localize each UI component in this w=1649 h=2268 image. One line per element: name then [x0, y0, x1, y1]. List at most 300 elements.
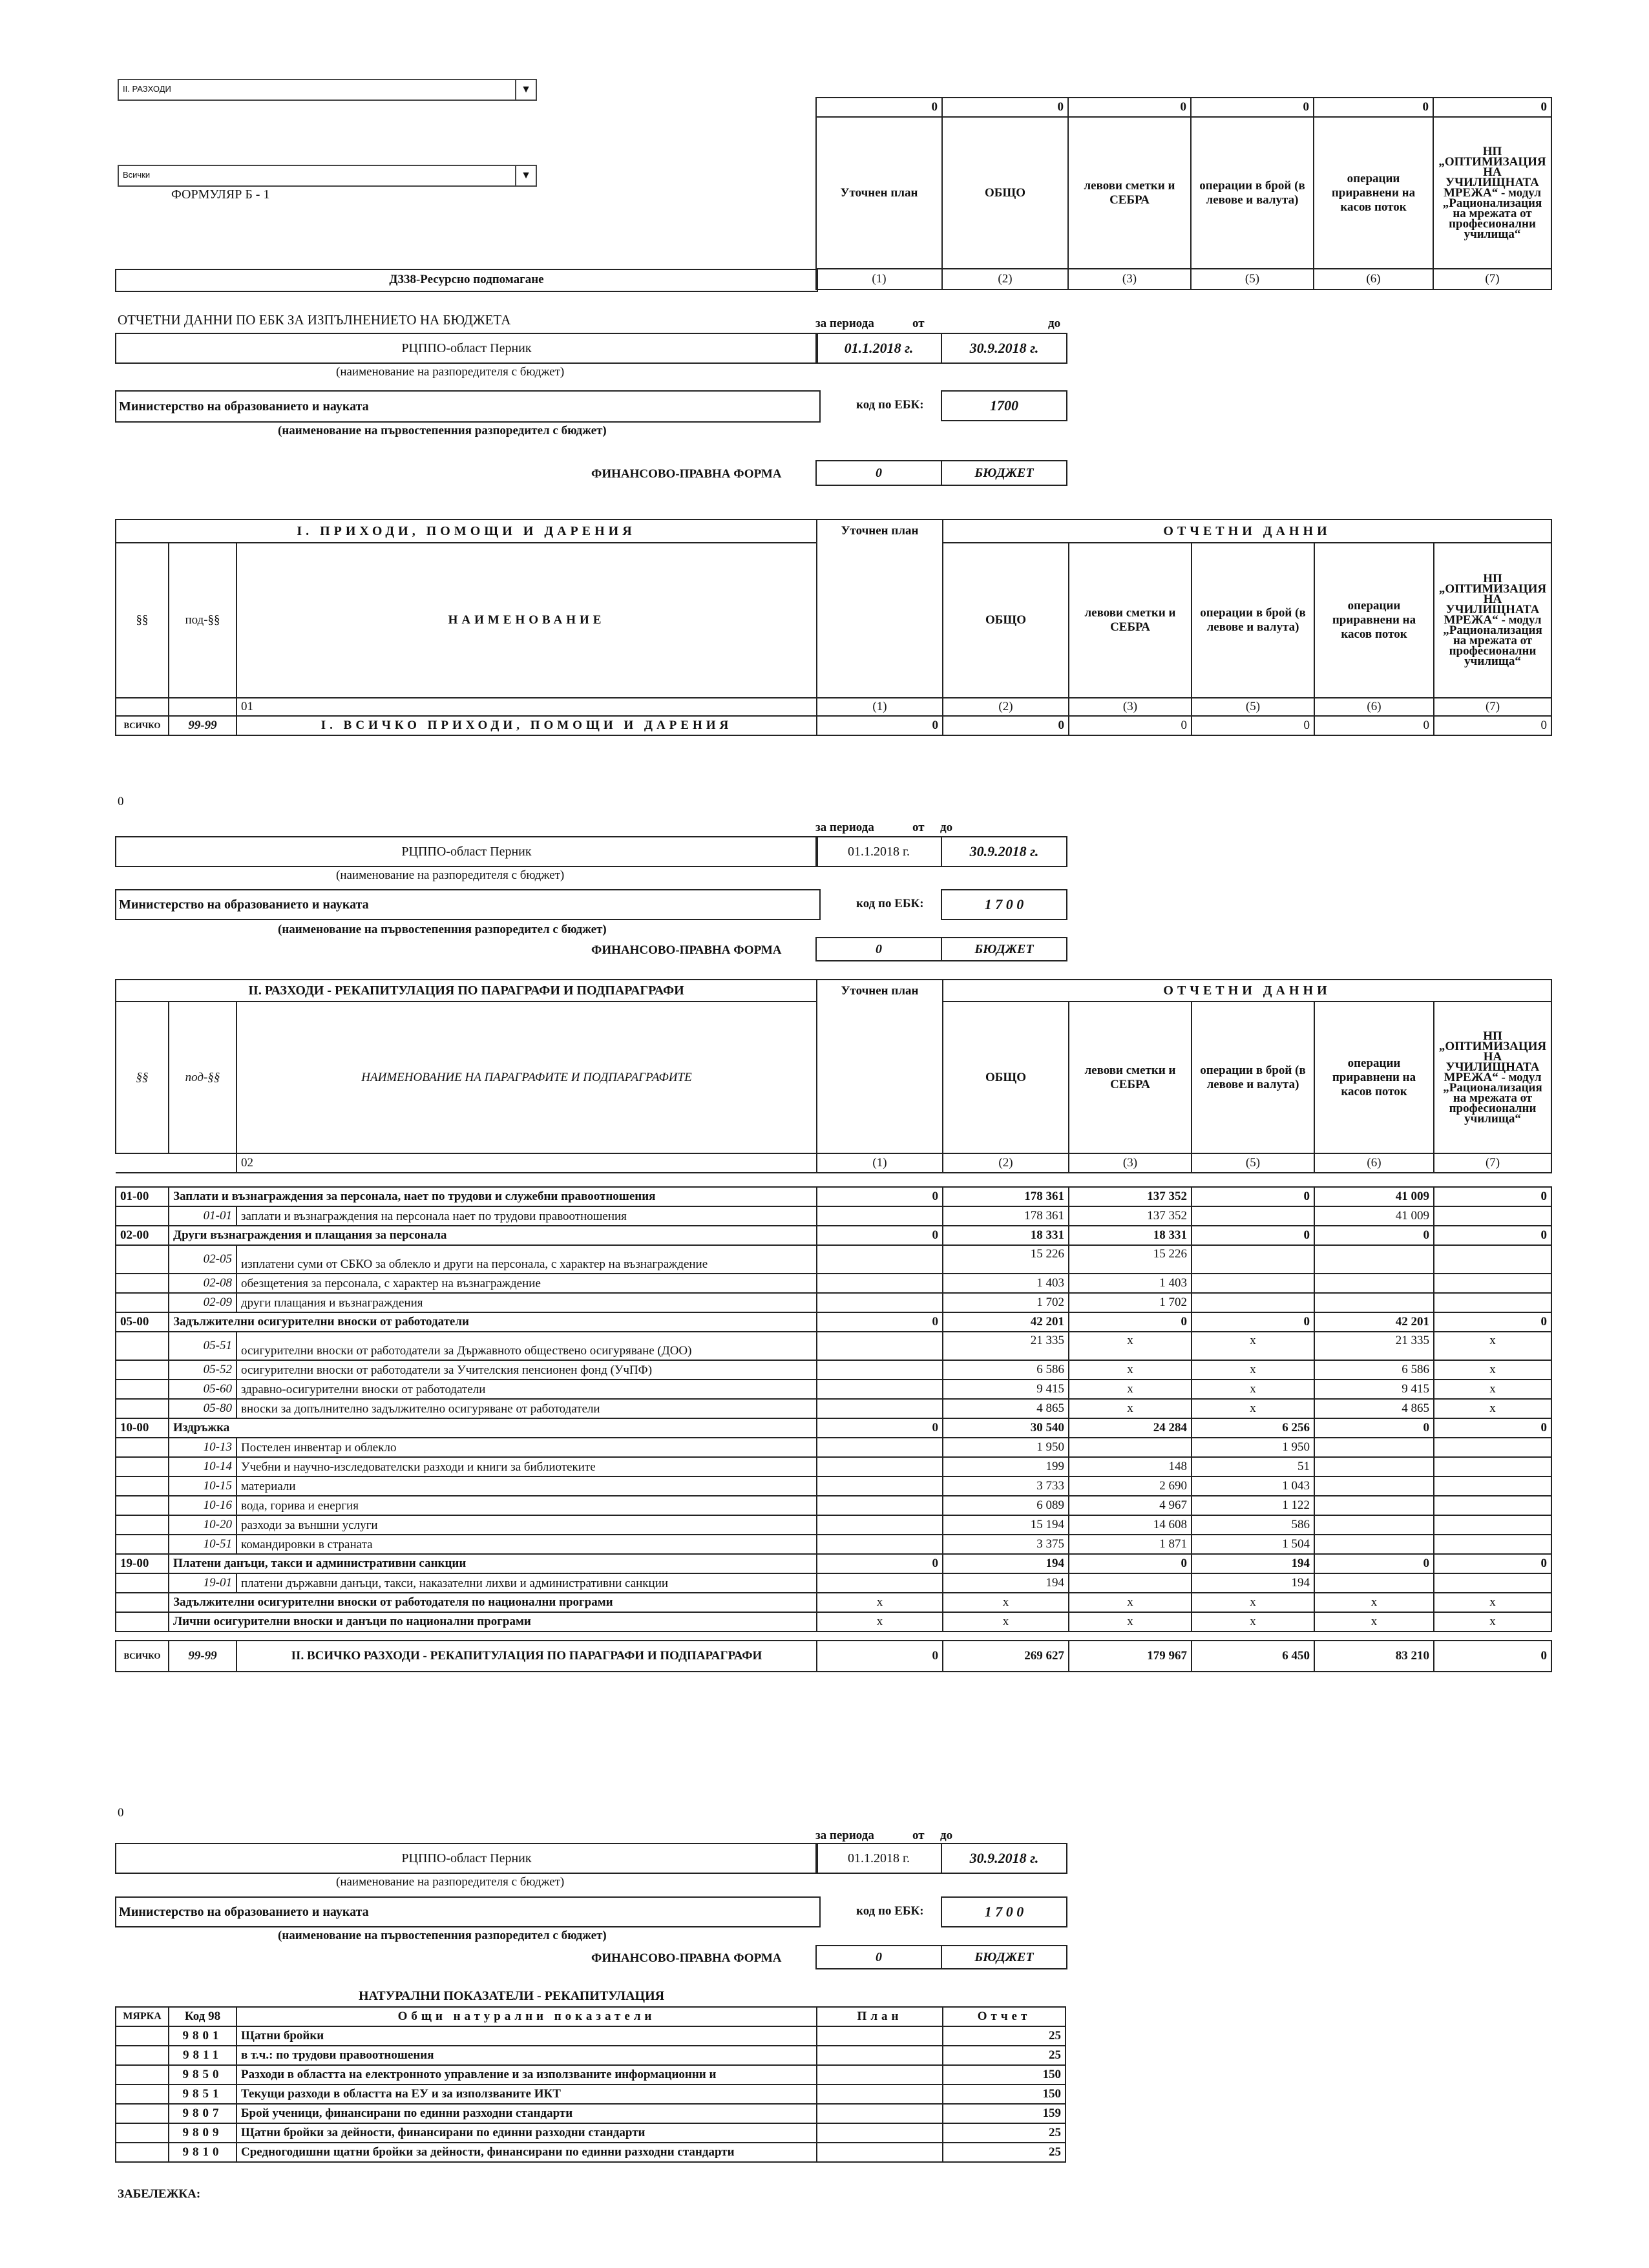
- expense-value: [817, 1476, 943, 1496]
- period-label: за периода: [815, 821, 874, 834]
- zero-marker: 0: [118, 795, 124, 808]
- spender-name: РЦППО-област Перник: [115, 333, 818, 364]
- natural-report: 25: [943, 2026, 1066, 2046]
- col-num: (7): [1434, 1153, 1551, 1173]
- income-col-equiv: операции приравнени на касов поток: [1314, 543, 1434, 698]
- expense-value: 1 871: [1069, 1535, 1192, 1554]
- col-equiv: операции приравнени на касов поток: [1314, 117, 1433, 269]
- natural-unit: [116, 2026, 169, 2046]
- natural-name: Разходи в областта на електронното управление и за използваните информационни и: [236, 2065, 817, 2084]
- expense-code-empty: [116, 1496, 169, 1515]
- income-report-data: ОТЧЕТНИ ДАННИ: [943, 520, 1551, 543]
- ministry-caption: (наименование на първостепенния разпоредител с бюджет): [278, 923, 607, 936]
- expense-value: 199: [943, 1457, 1069, 1476]
- expense-value: 1 950: [943, 1438, 1069, 1457]
- period-to: 30.9.2018 г.: [941, 1843, 1067, 1874]
- expense-value: x: [1434, 1399, 1551, 1418]
- natural-code: 9850: [169, 2065, 236, 2084]
- expense-name: разходи за външни услуги: [236, 1515, 817, 1535]
- expense-value: x: [1192, 1360, 1314, 1380]
- col-num: (3): [1068, 269, 1191, 289]
- expense-value: 2 690: [1069, 1476, 1192, 1496]
- expense-subcode: 10-15: [169, 1476, 236, 1496]
- expense-value: [1434, 1535, 1551, 1554]
- spender-caption: (наименование на разпоредителя с бюджет): [336, 365, 565, 379]
- expense-value: [1192, 1206, 1314, 1226]
- expense-value: 0: [1192, 1226, 1314, 1245]
- expense-row: [116, 1245, 1551, 1274]
- natural-row: [116, 2084, 1066, 2104]
- expense-value: 178 361: [943, 1187, 1069, 1206]
- expense-value: [817, 1380, 943, 1399]
- expense-value: x: [1069, 1332, 1192, 1360]
- expenses-col-par: §§: [116, 1002, 169, 1153]
- expense-value: 4 865: [943, 1399, 1069, 1418]
- expense-code-empty: [116, 1612, 169, 1632]
- expense-value: 4 865: [1314, 1399, 1434, 1418]
- period-from-label: от: [912, 821, 925, 834]
- expense-value: 18 331: [1069, 1226, 1192, 1245]
- expense-row: [116, 1496, 1551, 1515]
- period-to: 30.9.2018 г.: [941, 333, 1067, 364]
- expenses-total-name: II. ВСИЧКО РАЗХОДИ - РЕКАПИТУЛАЦИЯ ПО ПАРАГРАФИ И ПОДПАРАГРАФИ: [236, 1641, 817, 1672]
- expense-value: [1434, 1245, 1551, 1274]
- form-type-value: 0: [815, 460, 942, 486]
- expense-row: [116, 1535, 1551, 1554]
- natural-code: 9807: [169, 2104, 236, 2123]
- period-from-label: от: [912, 317, 925, 330]
- expense-code: 19-00: [116, 1554, 169, 1573]
- expense-value: 1 403: [943, 1274, 1069, 1293]
- expenses-total-value: 0: [817, 1641, 943, 1672]
- form-type-budget: БЮДЖЕТ: [941, 1945, 1067, 1969]
- expense-name: изплатени суми от СБКО за облекло и други на персонала, с характер на възнаграждение: [236, 1245, 817, 1274]
- col-num: (6): [1314, 698, 1434, 716]
- expense-row: [116, 1457, 1551, 1476]
- col-num: (3): [1069, 1153, 1192, 1173]
- expense-value: 0: [1069, 1554, 1192, 1573]
- period-label: за периода: [815, 317, 874, 330]
- expense-value: 0: [1434, 1312, 1551, 1332]
- expenses-total-value: 269 627: [943, 1641, 1069, 1672]
- header-zero: 0: [816, 98, 942, 117]
- expense-value: 1 504: [1192, 1535, 1314, 1554]
- expense-value: 18 331: [943, 1226, 1069, 1245]
- expense-value: x: [1069, 1399, 1192, 1418]
- expense-value: 0: [817, 1187, 943, 1206]
- form-type-label: ФИНАНСОВО-ПРАВНА ФОРМА: [591, 1951, 782, 1965]
- expense-value: 41 009: [1314, 1206, 1434, 1226]
- income-total-value: 0: [1434, 716, 1551, 735]
- chevron-down-icon[interactable]: ▼: [515, 166, 536, 185]
- spender-caption: (наименование на разпоредителя с бюджет): [336, 1875, 565, 1889]
- expense-value: 21 335: [1314, 1332, 1434, 1360]
- expense-value: x: [1069, 1612, 1192, 1632]
- natural-plan: [817, 2026, 943, 2046]
- form-type-budget: БЮДЖЕТ: [941, 937, 1067, 961]
- natural-report: 25: [943, 2123, 1066, 2143]
- expense-code-empty: [116, 1399, 169, 1418]
- income-code: 01: [236, 698, 817, 716]
- income-col-sub: под-§§: [169, 543, 236, 698]
- expense-value: [1069, 1438, 1192, 1457]
- expense-value: 0: [1192, 1187, 1314, 1206]
- col-num: (1): [817, 1153, 943, 1173]
- expense-row: [116, 1312, 1551, 1332]
- expenses-col-np: НП „ОПТИМИЗАЦИЯ НА УЧИЛИЩНАТА МРЕЖА“ - модул „Рационализация на мрежата от професионални училища“: [1434, 1002, 1551, 1153]
- form-type-value: 0: [815, 937, 942, 961]
- expense-value: 4 967: [1069, 1496, 1192, 1515]
- income-total-name: I. ВСИЧКО ПРИХОДИ, ПОМОЩИ И ДАРЕНИЯ: [236, 716, 817, 735]
- expense-value: x: [1434, 1360, 1551, 1380]
- expense-row: [116, 1360, 1551, 1380]
- income-total-sub: 99-99: [169, 716, 236, 735]
- expense-value: x: [1434, 1332, 1551, 1360]
- section-dropdown[interactable]: [118, 79, 537, 101]
- expense-value: x: [1192, 1593, 1314, 1612]
- form-type-label: ФИНАНСОВО-ПРАВНА ФОРМА: [591, 943, 782, 957]
- expense-name: вода, горива и енергия: [236, 1496, 817, 1515]
- natural-code: 9810: [169, 2143, 236, 2162]
- natural-table: [115, 2006, 1066, 2163]
- expense-value: [817, 1332, 943, 1360]
- expense-value: x: [1434, 1593, 1551, 1612]
- income-col-par: §§: [116, 543, 169, 698]
- natural-unit: [116, 2123, 169, 2143]
- expense-code: 01-00: [116, 1187, 169, 1206]
- expense-value: 0: [1434, 1554, 1551, 1573]
- ministry-name: Министерство на образованието и науката: [115, 1896, 821, 1927]
- natural-col-plan: План: [817, 2007, 943, 2026]
- expense-subcode: 05-52: [169, 1360, 236, 1380]
- natural-unit: [116, 2046, 169, 2065]
- expense-value: x: [817, 1612, 943, 1632]
- expense-row: [116, 1515, 1551, 1535]
- natural-report: 150: [943, 2084, 1066, 2104]
- expense-value: x: [1192, 1612, 1314, 1632]
- natural-unit: [116, 2065, 169, 2084]
- col-num: (7): [1434, 698, 1551, 716]
- expense-name: вноски за допълнително задължително осигуряване от работодатели: [236, 1399, 817, 1418]
- expense-value: 42 201: [1314, 1312, 1434, 1332]
- expense-value: [1314, 1293, 1434, 1312]
- natural-col-report: Отчет: [943, 2007, 1066, 2026]
- expense-value: 14 608: [1069, 1515, 1192, 1535]
- expense-value: 1 403: [1069, 1274, 1192, 1293]
- expenses-col-plan: Уточнен план: [817, 980, 943, 1153]
- form-label: ФОРМУЛЯР Б - 1: [171, 187, 270, 202]
- expense-value: 6 586: [1314, 1360, 1434, 1380]
- spender-name: РЦППО-област Перник: [115, 1843, 818, 1874]
- natural-col-unit: МЯРКА: [116, 2007, 169, 2026]
- natural-row: [116, 2046, 1066, 2065]
- natural-unit: [116, 2143, 169, 2162]
- expense-row: [116, 1418, 1551, 1438]
- filter-dropdown[interactable]: [118, 165, 537, 187]
- expense-subcode: 05-51: [169, 1332, 236, 1360]
- expense-value: 178 361: [943, 1206, 1069, 1226]
- expense-name: Издръжка: [169, 1418, 817, 1438]
- natural-code: 9851: [169, 2084, 236, 2104]
- expense-subcode: 10-13: [169, 1438, 236, 1457]
- expense-value: 586: [1192, 1515, 1314, 1535]
- col-num: (6): [1314, 1153, 1434, 1173]
- expense-value: [1314, 1535, 1434, 1554]
- expense-subcode: 02-08: [169, 1274, 236, 1293]
- expense-value: 9 415: [1314, 1380, 1434, 1399]
- expense-value: 0: [1314, 1418, 1434, 1438]
- header-zero: 0: [942, 98, 1068, 117]
- natural-row: [116, 2143, 1066, 2162]
- natural-report: 159: [943, 2104, 1066, 2123]
- expense-value: [1314, 1573, 1434, 1593]
- expense-value: [1314, 1245, 1434, 1274]
- ebk-code: 1 7 0 0: [941, 889, 1067, 920]
- income-col-name: НАИМЕНОВАНИЕ: [236, 543, 817, 698]
- chevron-down-icon[interactable]: ▼: [515, 80, 536, 100]
- natural-row: [116, 2065, 1066, 2084]
- expense-value: [1192, 1293, 1314, 1312]
- expense-value: 15 226: [943, 1245, 1069, 1274]
- expense-value: [1314, 1457, 1434, 1476]
- expense-value: 9 415: [943, 1380, 1069, 1399]
- expense-value: 194: [943, 1554, 1069, 1573]
- expense-code-empty: [116, 1438, 169, 1457]
- expense-value: 194: [943, 1573, 1069, 1593]
- natural-row: [116, 2104, 1066, 2123]
- col-num: (5): [1191, 269, 1314, 289]
- expense-value: x: [1434, 1380, 1551, 1399]
- expense-name: Учебни и научно-изследователски разходи и книги за библиотеките: [236, 1457, 817, 1476]
- expense-value: 51: [1192, 1457, 1314, 1476]
- expense-row: [116, 1380, 1551, 1399]
- expense-subcode: 19-01: [169, 1573, 236, 1593]
- expense-name: командировки в страната: [236, 1535, 817, 1554]
- expense-value: 194: [1192, 1554, 1314, 1573]
- natural-name: Текущи разходи в областта на ЕУ и за използваните ИКТ: [236, 2084, 817, 2104]
- expense-value: [1434, 1476, 1551, 1496]
- header-table: [815, 97, 1552, 290]
- period-from: 01.1.2018 г.: [815, 836, 942, 867]
- expenses-total-value: 83 210: [1314, 1641, 1434, 1672]
- natural-title: НАТУРАЛНИ ПОКАЗАТЕЛИ - РЕКАПИТУЛАЦИЯ: [359, 1989, 665, 2003]
- expense-value: [817, 1535, 943, 1554]
- ministry-caption: (наименование на първостепенния разпоредител с бюджет): [278, 1929, 607, 1942]
- expenses-report-data: ОТЧЕТНИ ДАННИ: [943, 980, 1551, 1002]
- expense-code: 02-00: [116, 1226, 169, 1245]
- expenses-col-name: НАИМЕНОВАНИЕ НА ПАРАГРАФИТЕ И ПОДПАРАГРАФИТЕ: [236, 1002, 817, 1153]
- expense-value: 0: [1314, 1554, 1434, 1573]
- expense-value: 1 122: [1192, 1496, 1314, 1515]
- expense-code-empty: [116, 1593, 169, 1612]
- expense-value: 6 089: [943, 1496, 1069, 1515]
- expense-value: x: [943, 1593, 1069, 1612]
- expense-code-empty: [116, 1515, 169, 1535]
- period-to-label: до: [940, 1829, 953, 1842]
- expense-value: 148: [1069, 1457, 1192, 1476]
- expense-name: платени държавни данъци, такси, наказателни лихви и административни санкции: [236, 1573, 817, 1593]
- expense-value: [817, 1438, 943, 1457]
- expense-value: 0: [1314, 1226, 1434, 1245]
- form-type-value: 0: [815, 1945, 942, 1969]
- expense-subcode: 10-16: [169, 1496, 236, 1515]
- expense-code-empty: [116, 1206, 169, 1226]
- col-num: (3): [1069, 698, 1192, 716]
- expense-value: [817, 1293, 943, 1312]
- expense-name: Задължителни осигурителни вноски от работодатели: [169, 1312, 817, 1332]
- section-dropdown-value: II. РАЗХОДИ: [123, 84, 171, 94]
- expense-value: [1434, 1457, 1551, 1476]
- expense-code-empty: [116, 1457, 169, 1476]
- natural-plan: [817, 2084, 943, 2104]
- expense-value: x: [1192, 1380, 1314, 1399]
- income-col-lev: левови сметки и СЕБРА: [1069, 543, 1192, 698]
- expense-subcode: 05-60: [169, 1380, 236, 1399]
- expense-code-empty: [116, 1360, 169, 1380]
- expense-code-empty: [116, 1380, 169, 1399]
- expenses-col-lev: левови сметки и СЕБРА: [1069, 1002, 1192, 1153]
- expense-value: 42 201: [943, 1312, 1069, 1332]
- expenses-col-equiv: операции приравнени на касов поток: [1314, 1002, 1434, 1153]
- expense-value: [1192, 1274, 1314, 1293]
- expense-name: Задължителни осигурителни вноски от работодателя по национални програми: [169, 1593, 817, 1612]
- income-col-np: НП „ОПТИМИЗАЦИЯ НА УЧИЛИЩНАТА МРЕЖА“ - модул „Рационализация на мрежата от професионални училища“: [1434, 543, 1551, 698]
- report-title: ОТЧЕТНИ ДАННИ ПО ЕБК ЗА ИЗПЪЛНЕНИЕТО НА БЮДЖЕТА: [118, 312, 511, 328]
- expense-subcode: 10-14: [169, 1457, 236, 1476]
- expense-value: 3 733: [943, 1476, 1069, 1496]
- expense-row: [116, 1476, 1551, 1496]
- col-num: (2): [943, 1153, 1069, 1173]
- expense-value: 0: [1069, 1312, 1192, 1332]
- expense-name: заплати и възнаграждения на персонала нает по трудови правоотношения: [236, 1206, 817, 1226]
- expense-value: 30 540: [943, 1418, 1069, 1438]
- expenses-table: [115, 979, 1552, 1672]
- expense-value: 0: [817, 1554, 943, 1573]
- natural-name: Средногодишни щатни бройки за дейности, финансирани по единни разходни стандарти: [236, 2143, 817, 2162]
- income-table: [115, 519, 1552, 736]
- expense-value: 15 194: [943, 1515, 1069, 1535]
- expense-value: [1314, 1496, 1434, 1515]
- natural-plan: [817, 2143, 943, 2162]
- ebk-label: код по ЕБК:: [856, 1904, 924, 1918]
- col-total: ОБЩО: [942, 117, 1068, 269]
- natural-code: 9809: [169, 2123, 236, 2143]
- expense-subcode: 05-80: [169, 1399, 236, 1418]
- expense-name: други плащания и възнаграждения: [236, 1293, 817, 1312]
- expense-value: 3 375: [943, 1535, 1069, 1554]
- natural-name: Щатни бройки за дейности, финансирани по единни разходни стандарти: [236, 2123, 817, 2143]
- expense-name: Заплати и възнаграждения за персонала, нает по трудови и служебни правоотношения: [169, 1187, 817, 1206]
- col-num: (5): [1192, 1153, 1314, 1173]
- natural-name: в т.ч.: по трудови правоотношения: [236, 2046, 817, 2065]
- income-col-total: ОБЩО: [943, 543, 1069, 698]
- expense-value: x: [1314, 1612, 1434, 1632]
- expense-row: [116, 1438, 1551, 1457]
- expense-subcode: 10-20: [169, 1515, 236, 1535]
- expense-value: 1 702: [1069, 1293, 1192, 1312]
- col-np: НП „ОПТИМИЗАЦИЯ НА УЧИЛИЩНАТА МРЕЖА“ - модул „Рационализация на мрежата от професионални училища“: [1433, 117, 1551, 269]
- header-zero: 0: [1433, 98, 1551, 117]
- natural-report: 150: [943, 2065, 1066, 2084]
- period-to: 30.9.2018 г.: [941, 836, 1067, 867]
- ebk-code: 1 7 0 0: [941, 1896, 1067, 1927]
- natural-report: 25: [943, 2143, 1066, 2162]
- expense-row: [116, 1274, 1551, 1293]
- col-cash-ops: операции в брой (в левове и валута): [1191, 117, 1314, 269]
- expense-value: [1192, 1245, 1314, 1274]
- period-from-label: от: [912, 1829, 925, 1842]
- col-num: (2): [942, 269, 1068, 289]
- expenses-col-cash-ops: операции в брой (в левове и валута): [1192, 1002, 1314, 1153]
- expenses-col-total: ОБЩО: [943, 1002, 1069, 1153]
- expense-name: осигурителни вноски от работодатели за Учителския пенсионен фонд (УчПФ): [236, 1360, 817, 1380]
- expense-value: 194: [1192, 1573, 1314, 1593]
- expense-value: [817, 1206, 943, 1226]
- header-zero: 0: [1314, 98, 1433, 117]
- expenses-total-value: 179 967: [1069, 1641, 1192, 1672]
- natural-row: [116, 2123, 1066, 2143]
- expense-value: 137 352: [1069, 1187, 1192, 1206]
- expenses-code: 02: [236, 1153, 817, 1173]
- expenses-total-code: ВСИЧКО: [116, 1641, 169, 1672]
- income-total-value: 0: [817, 716, 943, 735]
- form-type-label: ФИНАНСОВО-ПРАВНА ФОРМА: [591, 467, 782, 481]
- expense-value: 15 226: [1069, 1245, 1192, 1274]
- expenses-total-value: 0: [1434, 1641, 1551, 1672]
- expense-name: материали: [236, 1476, 817, 1496]
- filter-dropdown-value: Всички: [123, 170, 151, 180]
- expense-name: осигурителни вноски от работодатели за Държавното обществено осигуряване (ДОО): [236, 1332, 817, 1360]
- natural-name: Брой ученици, финансирани по единни разходни стандарти: [236, 2104, 817, 2123]
- expense-value: [1314, 1274, 1434, 1293]
- ebk-code: 1700: [941, 390, 1067, 421]
- expense-row: [116, 1226, 1551, 1245]
- income-total-value: 0: [1192, 716, 1314, 735]
- income-title: I. ПРИХОДИ, ПОМОЩИ И ДАРЕНИЯ: [116, 520, 817, 543]
- period-from: 01.1.2018 г.: [815, 1843, 942, 1874]
- natural-plan: [817, 2123, 943, 2143]
- expense-value: 0: [1192, 1312, 1314, 1332]
- natural-col-code: Код 98: [169, 2007, 236, 2026]
- expense-code: 05-00: [116, 1312, 169, 1332]
- expense-name: здравно-осигурителни вноски от работодатели: [236, 1380, 817, 1399]
- natural-plan: [817, 2046, 943, 2065]
- expense-value: 21 335: [943, 1332, 1069, 1360]
- expense-code-empty: [116, 1332, 169, 1360]
- expense-name: Други възнаграждения и плащания за персонала: [169, 1226, 817, 1245]
- expense-value: [1434, 1573, 1551, 1593]
- expense-code-empty: [116, 1535, 169, 1554]
- expense-row: [116, 1554, 1551, 1573]
- natural-unit: [116, 2104, 169, 2123]
- expense-value: x: [943, 1612, 1069, 1632]
- period-to-label: до: [1048, 317, 1061, 330]
- expense-name: Лични осигурителни вноски и данъци по национални програми: [169, 1612, 817, 1632]
- ebk-label: код по ЕБК:: [856, 398, 924, 412]
- expense-subcode: 02-09: [169, 1293, 236, 1312]
- expense-row: [116, 1206, 1551, 1226]
- header-zero: 0: [1068, 98, 1191, 117]
- expense-value: 1 950: [1192, 1438, 1314, 1457]
- expense-value: x: [1314, 1593, 1434, 1612]
- zero-marker: 0: [118, 1806, 124, 1820]
- expenses-total-value: 6 450: [1192, 1641, 1314, 1672]
- col-num: (2): [943, 698, 1069, 716]
- expense-value: [817, 1573, 943, 1593]
- expense-value: 137 352: [1069, 1206, 1192, 1226]
- income-col-cash-ops: операции в брой (в левове и валута): [1192, 543, 1314, 698]
- natural-report: 25: [943, 2046, 1066, 2065]
